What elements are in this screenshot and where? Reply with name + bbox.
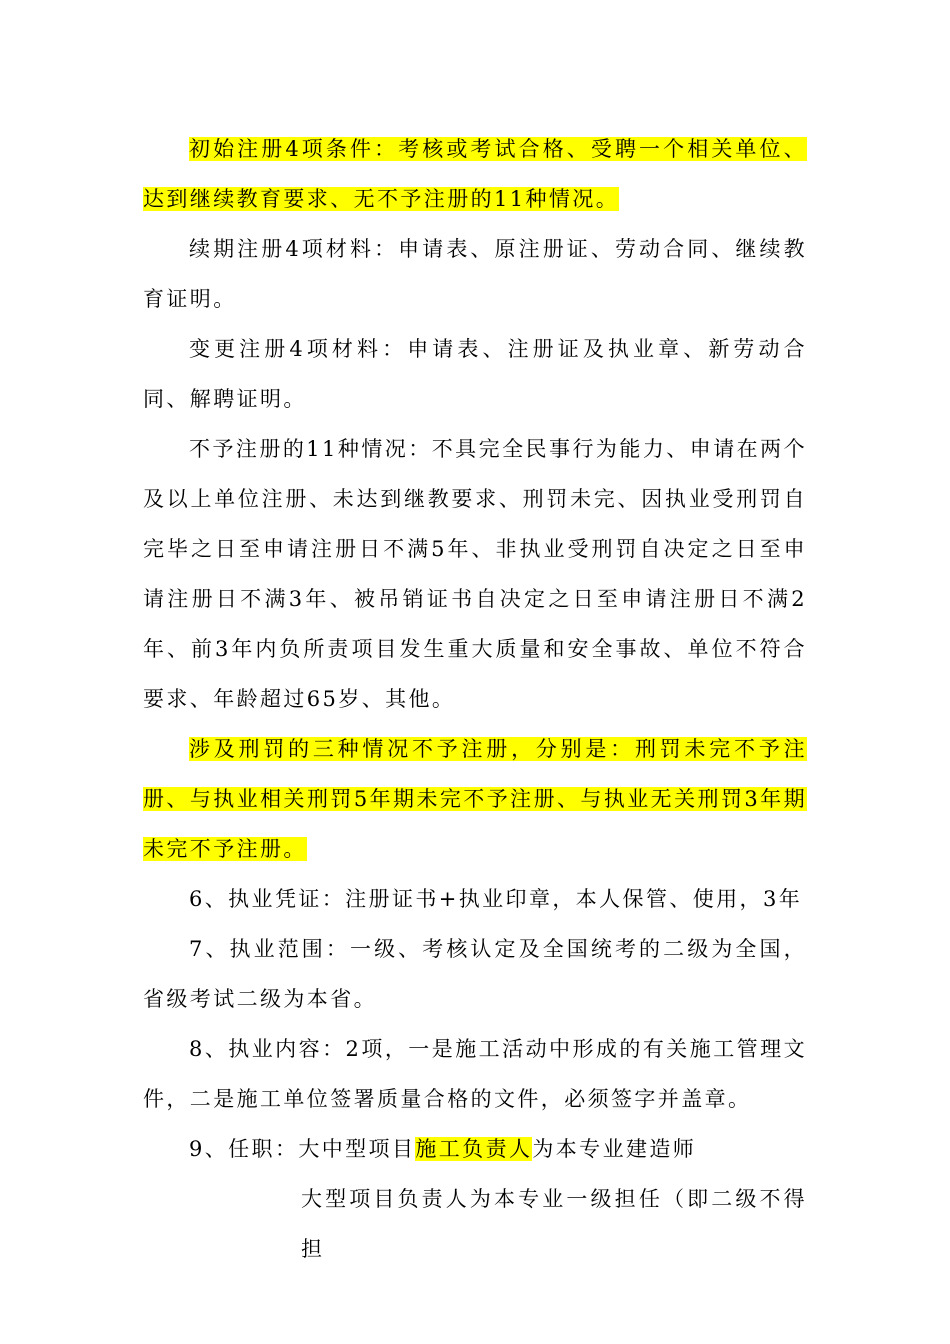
paragraph-initial-registration — [143, 124, 807, 224]
appointment-text-after: 为本专业建造师 — [532, 1137, 697, 1161]
paragraph-appointment — [143, 1124, 807, 1174]
appointment-text-before: 9、任职：大中型项目 — [189, 1137, 416, 1161]
paragraph-no-registration-cases: 不予注册的11种情况：不具完全民事行为能力、申请在两个及以上单位注册、未达到继教要求、刑罚未完、因执业受刑罚自完毕之日至申请注册日不满5年、非执业受刑罚自决定之日至申请注册日不满3年、被吊销证书自决定之日至申请注册日不满2年、前3年内负所责项目发生重大质量和安全事故、单位不符合要求、年龄超过65岁、其他。 — [143, 437, 807, 711]
paragraph-practice-content: 8、执业内容：2项，一是施工活动中形成的有关施工管理文件，二是施工单位签署质量合格的文件，必须签字并盖章。 — [143, 1037, 807, 1111]
highlighted-text: 涉及刑罚的三种情况不予注册，分别是：刑罚未完不予注册、与执业相关刑罚5年期未完不予注册、与执业无关刑罚3年期未完不予注册。 — [143, 737, 807, 861]
paragraph-large-project-lead: 大型项目负责人为本专业一级担任（即二级不得担 — [301, 1187, 807, 1261]
paragraph-criminal-penalty-cases — [143, 724, 807, 874]
paragraph-practice-certificate: 6、执业凭证：注册证书+执业印章，本人保管、使用，3年 — [189, 887, 803, 911]
highlighted-text: 施工负责人 — [415, 1137, 533, 1161]
paragraph-practice-scope: 7、执业范围：一级、考核认定及全国统考的二级为全国，省级考试二级为本省。 — [143, 937, 807, 1011]
paragraph-change-registration: 变更注册4项材料：申请表、注册证及执业章、新劳动合同、解聘证明。 — [143, 337, 807, 411]
paragraph-renewal-registration: 续期注册4项材料：申请表、原注册证、劳动合同、继续教育证明。 — [143, 237, 807, 311]
highlighted-text: 初始注册4项条件：考核或考试合格、受聘一个相关单位、达到继续教育要求、无不予注册的11种情况。 — [143, 137, 807, 211]
